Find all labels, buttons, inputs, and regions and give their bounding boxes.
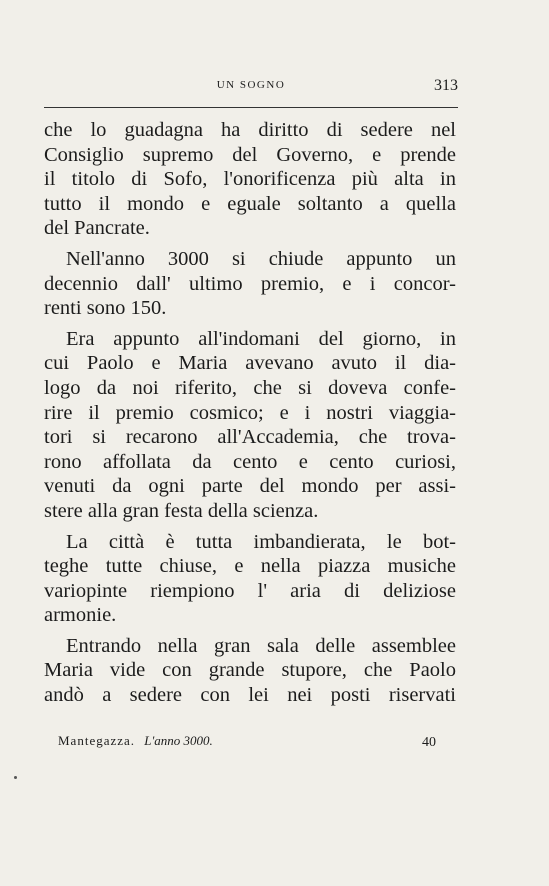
text-line: tutto il mondo e eguale soltanto a quella [44,192,456,215]
text-line: tori si recarono all'Accademia, che trova- [44,426,456,449]
text-line: teghe tutte chiuse, e nella piazza musiche [44,555,456,578]
text-line: La città è tutta imbandierata, le bot- [66,530,456,553]
paragraph [44,634,456,708]
text-line: venuti da ogni parte del mondo per assi- [44,475,456,498]
body-text [44,118,456,714]
paragraph [44,327,456,524]
text-line: cui Paolo e Maria avevano avuto il dia- [44,352,456,375]
page-number: 313 [434,77,458,94]
text-line: Entrando nella gran sala delle assemblee [66,634,456,657]
text-line: armonie. [44,604,117,627]
text-line: renti sono 150. [44,297,167,320]
text-line: Nell'anno 3000 si chiude appunto un [66,247,456,270]
text-line: che lo guadagna ha diritto di sedere nel [44,119,456,141]
text-line: del Pancrate. [44,217,150,240]
footer-title: L'anno 3000. [144,733,213,748]
paragraph [44,118,456,241]
text-line: decennio dall' ultimo premio, e i concor- [44,272,456,295]
text-line: stere alla gran festa della scienza. [44,499,319,522]
paragraph [44,247,456,321]
text-line: il titolo di Sofo, l'onorificenza più alta in [44,168,456,191]
running-title: UN SOGNO [216,79,286,91]
text-line: Maria vide con grande stupore, che Paolo [44,659,456,682]
text-line: rire il premio cosmico; e i nostri viaggia- [44,401,456,424]
header-rule [44,107,458,108]
text-line: variopinte riempiono l' aria di deliziose [44,579,456,602]
text-line: andò a sedere con lei nei posti riservati [44,684,456,707]
text-line: rono affollata da cento e cento curiosi, [44,450,456,473]
text-line: Consiglio supremo del Governo, e prende [44,143,456,166]
print-speck [14,776,17,779]
paragraph [44,530,456,628]
signature-mark: 40 [422,735,436,750]
footer-author: Mantegazza. [58,733,136,748]
text-line: logo da noi riferito, che si doveva confe- [44,376,456,399]
page-header [44,79,458,99]
page-footer [58,733,438,749]
text-line: Era appunto all'indomani del giorno, in [66,327,456,350]
